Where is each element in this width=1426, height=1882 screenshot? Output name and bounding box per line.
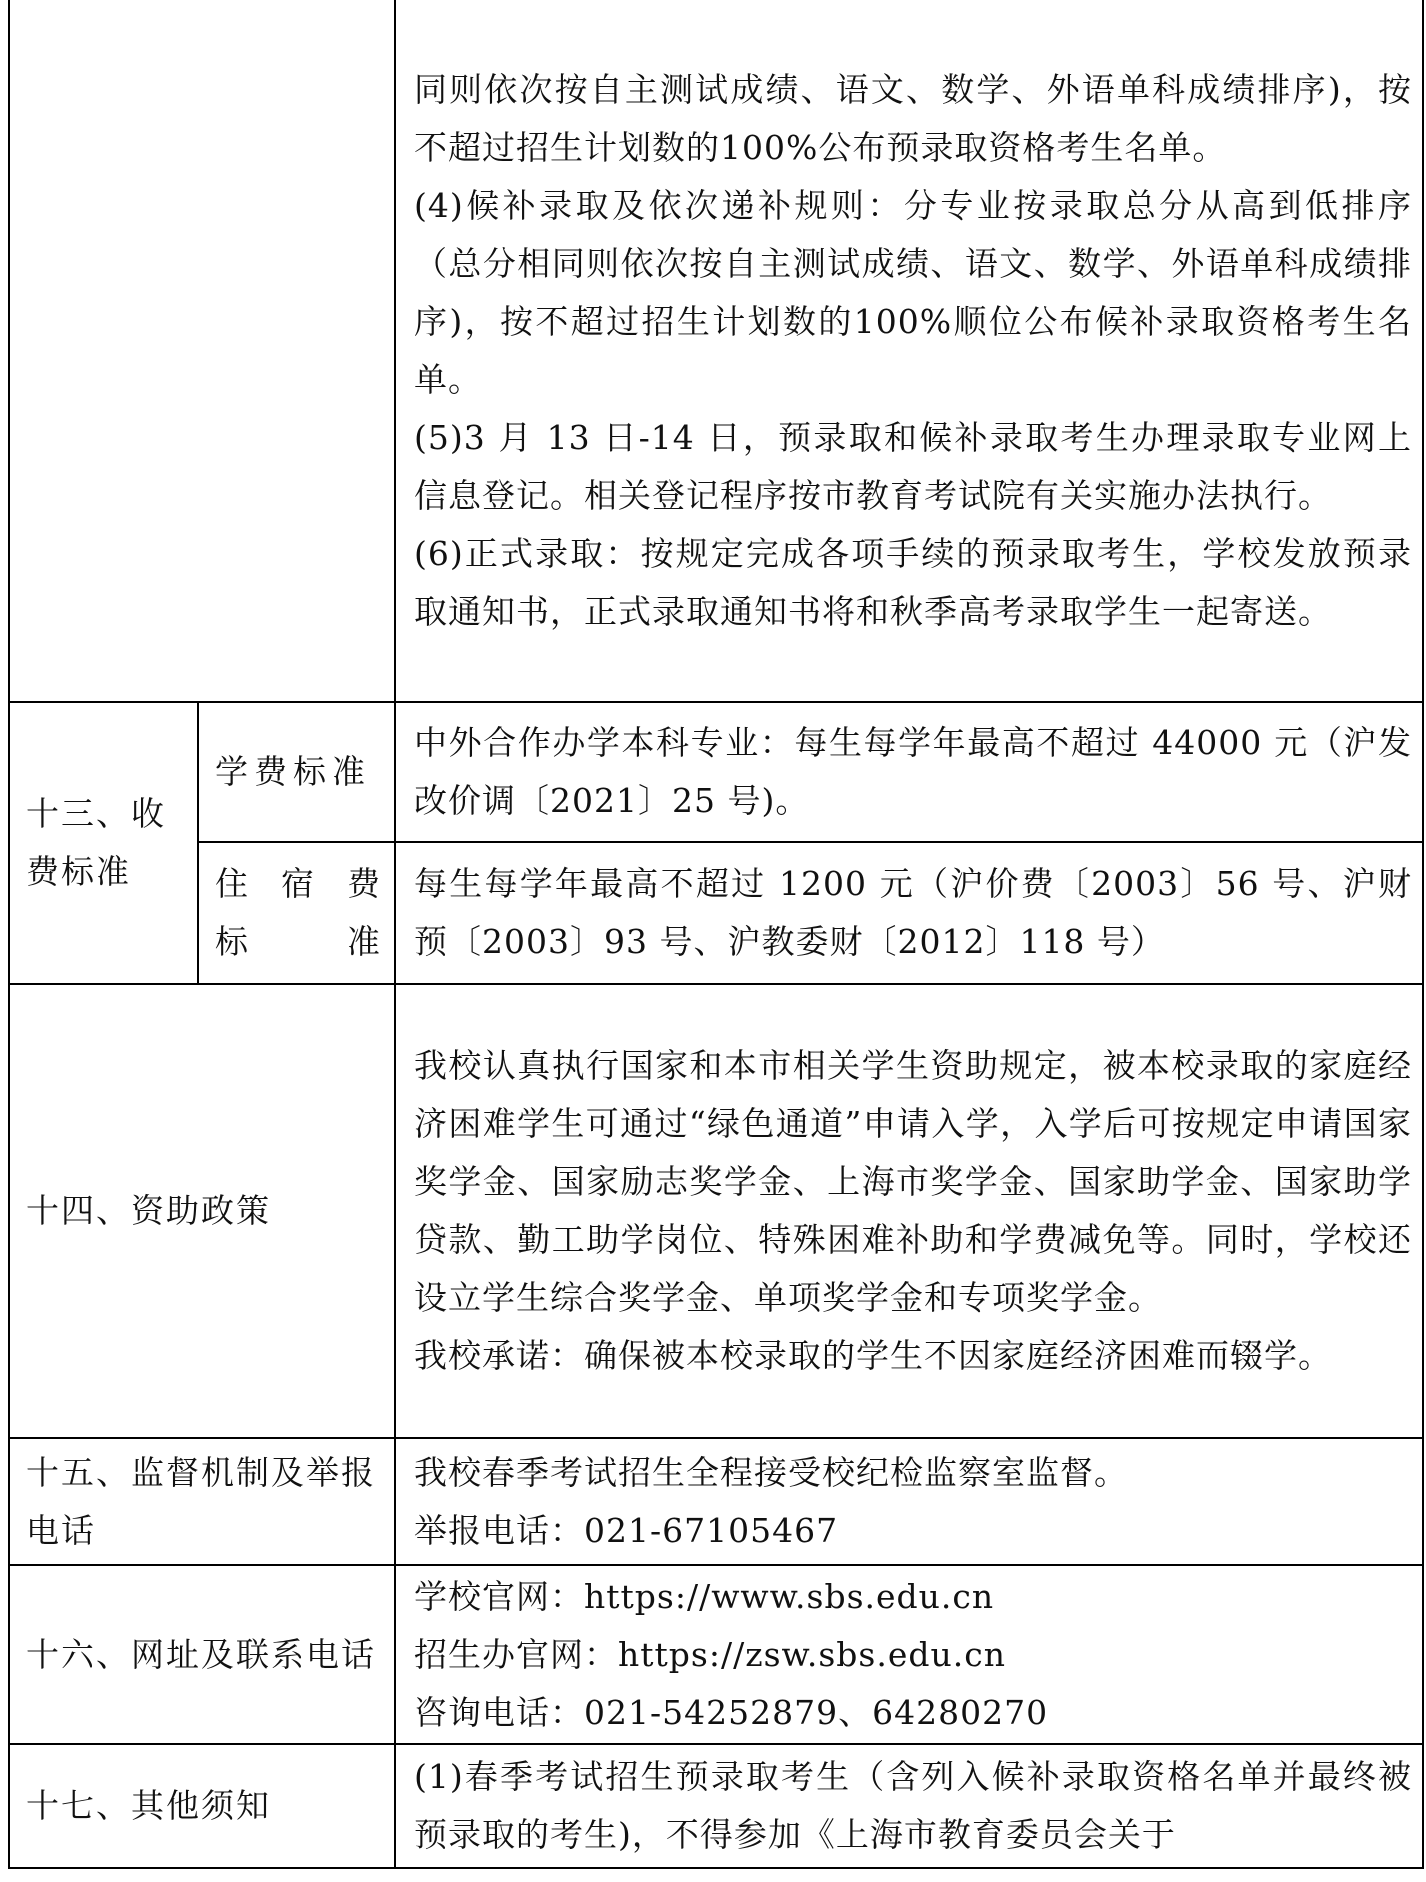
contact-label: 十六、网址及联系电话 (9, 1565, 395, 1744)
fees-label: 十三、收费标准 (9, 702, 198, 984)
tuition-label: 学费标准 (198, 702, 395, 842)
other-paragraph: (1)春季考试招生预录取考生（含列入候补录取资格名单并最终被预录取的考生)，不得参加《上海市教育委员会关于 (414, 1757, 1412, 1854)
table-row-other (9, 1744, 1423, 1868)
consult-phone: 咨询电话：021-54252879、64280270 (414, 1692, 1049, 1732)
table-row-admission (9, 0, 1423, 702)
tuition-content: 中外合作办学本科专业：每生每学年最高不超过 44000 元（沪发改价调〔2021〕25 号)。 (395, 702, 1423, 842)
table-row-housing (9, 842, 1423, 984)
admission-paragraph: (4)候补录取及依次递补规则：分专业按录取总分从高到低排序（总分相同则依次按自主测试成绩、语文、数学、外语单科成绩排序)，按不超过招生计划数的100%顺位公布候补录取资格考生名单。 (414, 185, 1412, 399)
table-row-contact (9, 1565, 1423, 1744)
aid-paragraph: 我校承诺：确保被本校录取的学生不因家庭经济困难而辍学。 (414, 1336, 1332, 1375)
housing-label-line2 (215, 913, 380, 971)
housing-label-char: 住 (215, 864, 248, 903)
table-row-tuition (9, 702, 1423, 842)
supervision-paragraph: 我校春季考试招生全程接受校纪检监察室监督。 (414, 1452, 1128, 1492)
housing-content: 每生每学年最高不超过 1200 元（沪价费〔2003〕56 号、沪财预〔2003〕93 号、沪教委财〔2012〕118 号） (395, 842, 1423, 984)
housing-label-char: 准 (347, 922, 380, 961)
table-row-supervision (9, 1438, 1423, 1565)
other-content (395, 1744, 1423, 1868)
website-link[interactable]: 学校官网：https://www.sbs.edu.cn (414, 1576, 995, 1616)
housing-label (198, 842, 395, 984)
supervision-label: 十五、监督机制及举报电话 (9, 1438, 395, 1565)
contact-content (395, 1565, 1423, 1744)
admission-paragraph: 同则依次按自主测试成绩、语文、数学、外语单科成绩排序)，按不超过招生计划数的100%公布预录取资格考生名单。 (414, 69, 1412, 167)
admission-content-cell (395, 0, 1423, 702)
supervision-content (395, 1438, 1423, 1565)
admission-paragraph: (5)3 月 13 日-14 日，预录取和候补录取考生办理录取专业网上信息登记。相关登记程序按市教育考试院有关实施办法执行。 (414, 417, 1412, 515)
aid-paragraph: 我校认真执行国家和本市相关学生资助规定，被本校录取的家庭经济困难学生可通过“绿色通道”申请入学，入学后可按规定申请国家奖学金、国家励志奖学金、上海市奖学金、国家助学金、国家助学贷款、勤工助学岗位、特殊困难补助和学费减免等。同时，学校还设立学生综合奖学金、单项奖学金和专项奖学金。 (414, 1046, 1412, 1317)
admission-info-table (8, 0, 1424, 1869)
housing-label-line1 (215, 855, 380, 913)
empty-label-cell (9, 0, 395, 702)
admission-paragraph: (6)正式录取：按规定完成各项手续的预录取考生，学校发放预录取通知书，正式录取通知书将和秋季高考录取学生一起寄送。 (414, 533, 1412, 631)
housing-label-char: 标 (215, 922, 248, 961)
supervision-paragraph: 举报电话：021-67105467 (414, 1510, 839, 1550)
admissions-website-link[interactable]: 招生办官网：https://zsw.sbs.edu.cn (414, 1634, 1006, 1674)
aid-label: 十四、资助政策 (9, 984, 395, 1438)
housing-label-char: 宿 (281, 864, 314, 903)
aid-content (395, 984, 1423, 1438)
table-row-aid (9, 984, 1423, 1438)
housing-label-char: 费 (347, 864, 380, 903)
other-label: 十七、其他须知 (9, 1744, 395, 1868)
